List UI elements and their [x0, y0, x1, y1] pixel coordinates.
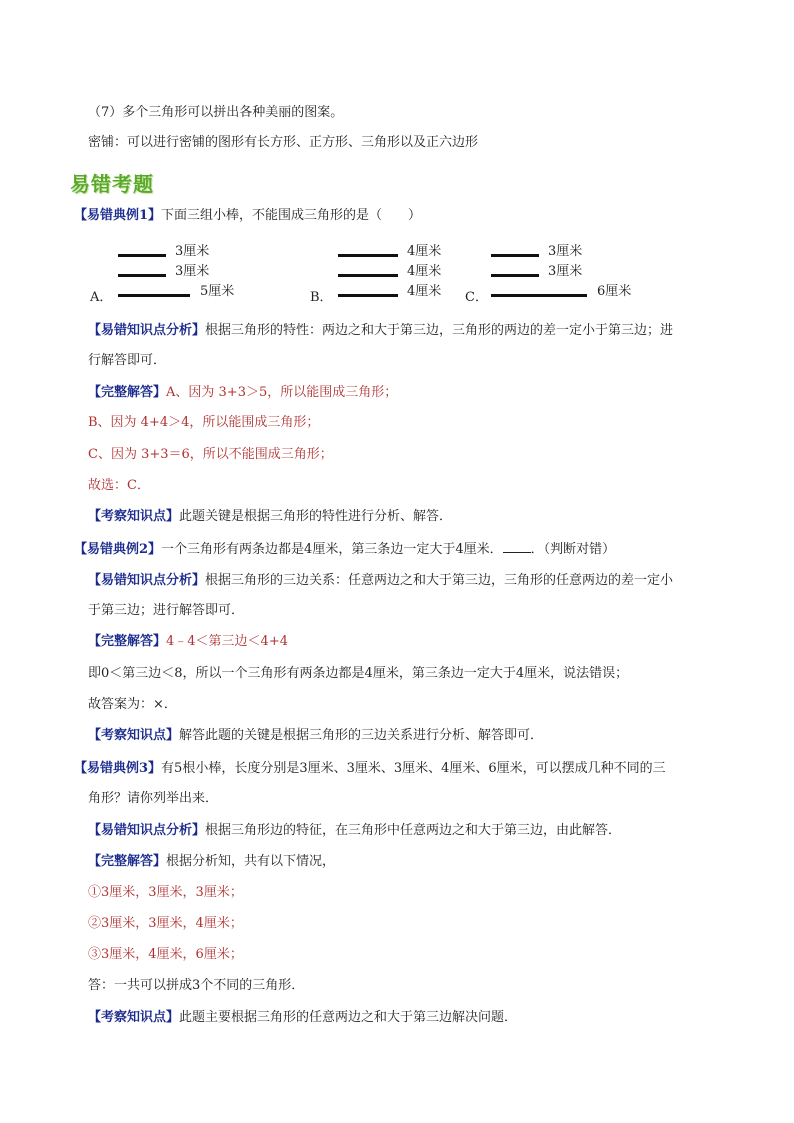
- ex2-point-text: 解答此题的关键是根据三角形的三边关系进行分析、解答即可．: [179, 728, 544, 743]
- ex1-analysis-line2: 行解答即可．: [88, 353, 167, 368]
- ex2-analysis-tag: 【易错知识点分析】: [88, 573, 206, 588]
- ex1-analysis-line1: [88, 322, 673, 340]
- ex2-question-suffix: ．（判断对错）: [530, 542, 616, 557]
- ex3-answer-tag: 【完整解答】: [88, 854, 167, 869]
- ex3-analysis-text: 根据三角形边的特征，在三角形中任意两边之和大于第三边，由此解答．: [205, 823, 622, 838]
- option-a-stick-1-label: 3厘米: [175, 244, 210, 259]
- intro-line-7: （7）多个三角形可以拼出各种美丽的图案。: [88, 105, 344, 120]
- ex3-tag: 【易错典例3】: [74, 761, 162, 776]
- ex2-analysis-line1: [88, 572, 673, 590]
- ex2-tag: 【易错典例2】: [74, 542, 162, 557]
- ex3-point-line: [88, 1009, 517, 1027]
- option-b-stick-2: [338, 274, 398, 277]
- ex3-case-1: ①3厘米，3厘米，3厘米；: [88, 885, 243, 900]
- option-b-stick-1-label: 4厘米: [407, 244, 442, 259]
- ex3-case-2: ②3厘米，3厘米，4厘米；: [88, 916, 243, 931]
- ex1-analysis-tag: 【易错知识点分析】: [88, 323, 206, 338]
- ex2-answer-inequality: 4﹣4＜第三边＜4+4: [166, 634, 288, 649]
- option-a-stick-2: [118, 274, 166, 277]
- ex1-answer-a: A、因为 3+3＞5，所以能围成三角形；: [166, 385, 398, 400]
- option-a-label: A．: [90, 290, 113, 305]
- option-b-label: B．: [310, 290, 333, 305]
- ex2-answer-reasoning: 即0＜第三边＜8，所以一个三角形有两条边都是4厘米，第三条边一定大于4厘米，说法错误；: [88, 666, 629, 681]
- ex1-answer-b: B、因为 4+4＞4，所以能围成三角形；: [88, 415, 320, 430]
- ex3-point-tag: 【考察知识点】: [88, 1010, 180, 1025]
- ex1-point-tag: 【考察知识点】: [88, 509, 180, 524]
- ex2-analysis-text: 根据三角形的三边关系：任意两边之和大于第三边，三角形的任意两边的差一定小: [205, 573, 674, 588]
- ex3-question: 有5根小棒，长度分别是3厘米、3厘米、3厘米、4厘米、6厘米，可以摆成几种不同的三: [161, 761, 666, 776]
- option-a-stick-3: [118, 294, 190, 297]
- ex2-point-tag: 【考察知识点】: [88, 728, 180, 743]
- option-c-stick-2-label: 3厘米: [548, 264, 583, 279]
- ex1-tag: 【易错典例1】: [74, 208, 162, 223]
- ex1-analysis-text: 根据三角形的特性：两边之和大于第三边，三角形的两边的差一定小于第三边；进: [205, 323, 674, 338]
- ex2-answer-final: 故答案为：×．: [88, 697, 177, 712]
- option-c-stick-2: [491, 274, 539, 277]
- ex1-answer-line1: [88, 384, 397, 402]
- option-b-stick-2-label: 4厘米: [407, 264, 442, 279]
- ex1-question-line: [74, 207, 421, 225]
- option-c-stick-1: [491, 254, 539, 257]
- option-c-stick-3: [491, 294, 587, 297]
- ex2-answer-line1: [88, 633, 288, 651]
- ex3-answer-final: 答：一共可以拼成3个不同的三角形．: [88, 978, 305, 993]
- option-c-label: C．: [465, 290, 488, 305]
- option-b-stick-3: [338, 294, 398, 297]
- ex2-analysis-line2: 于第三边；进行解答即可．: [88, 603, 245, 618]
- option-a-stick-2-label: 3厘米: [175, 264, 210, 279]
- ex1-answer-c: C、因为 3+3＝6，所以不能围成三角形；: [88, 447, 333, 462]
- ex1-point-line: [88, 508, 452, 526]
- ex2-question: 一个三角形有两条边都是4厘米，第三条边一定大于4厘米．: [161, 542, 503, 557]
- ex2-point-line: [88, 727, 543, 745]
- ex3-answer-intro: 根据分析知，共有以下情况，: [166, 854, 336, 869]
- option-a-stick-1: [118, 254, 166, 257]
- option-c-stick-3-label: 6厘米: [597, 284, 632, 299]
- ex3-question-line1: [74, 760, 666, 778]
- ex2-answer-blank: [503, 540, 531, 553]
- ex2-question-line: [74, 540, 615, 559]
- ex2-answer-tag: 【完整解答】: [88, 634, 167, 649]
- option-b-stick-1: [338, 254, 398, 257]
- intro-tessellation: 密铺：可以进行密铺的图形有长方形、正方形、三角形以及正六边形: [88, 135, 479, 150]
- ex3-case-3: ③3厘米，4厘米，6厘米；: [88, 947, 243, 962]
- ex3-question-line2: 角形？请你列举出来．: [88, 791, 219, 806]
- ex3-analysis-tag: 【易错知识点分析】: [88, 823, 206, 838]
- ex1-point-text: 此题关键是根据三角形的特性进行分析、解答．: [179, 509, 453, 524]
- ex3-point-text: 此题主要根据三角形的任意两边之和大于第三边解决问题．: [179, 1010, 518, 1025]
- option-a-stick-3-label: 5厘米: [200, 284, 235, 299]
- ex3-answer-line1: [88, 853, 335, 871]
- option-b-stick-3-label: 4厘米: [407, 284, 442, 299]
- section-title: 易错考题: [70, 172, 154, 196]
- ex1-answer-tag: 【完整解答】: [88, 385, 167, 400]
- ex1-answer-choice: 故选：C．: [88, 478, 150, 493]
- ex1-question: 下面三组小棒，不能围成三角形的是（ ）: [161, 208, 422, 223]
- option-c-stick-1-label: 3厘米: [548, 244, 583, 259]
- ex3-analysis-line: [88, 822, 621, 840]
